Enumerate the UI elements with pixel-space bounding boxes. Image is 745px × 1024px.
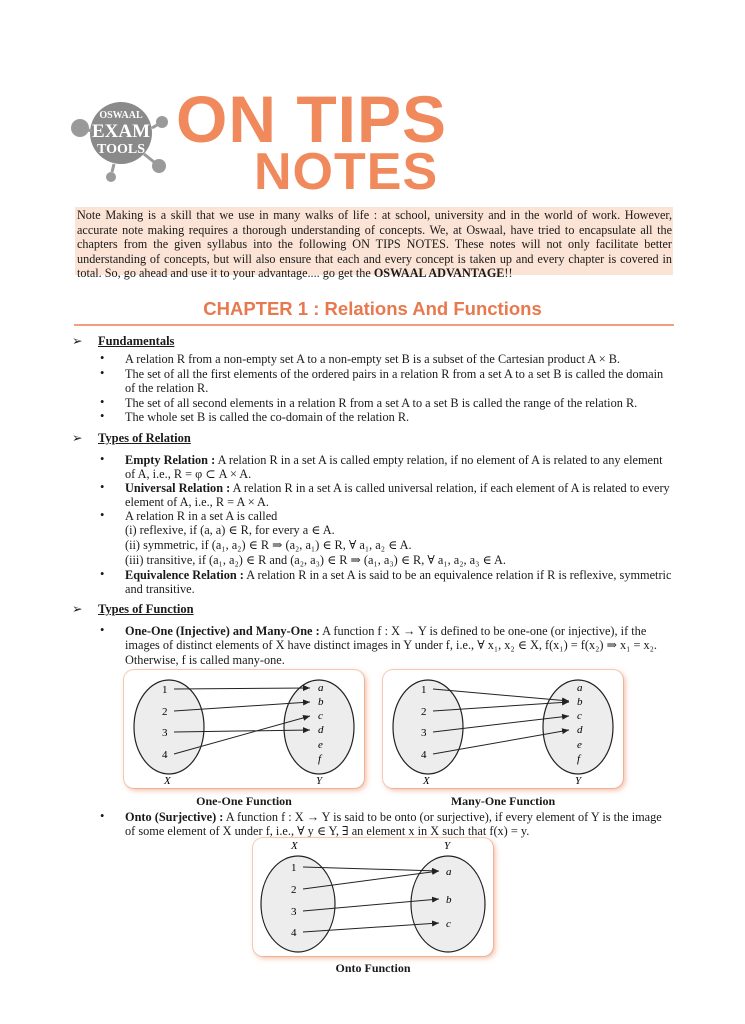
- codomain-element: e: [577, 739, 582, 751]
- codomain-element: a: [446, 866, 452, 878]
- intro-text: Note Making is a skill that we use in many walks of life : at school, university and in the world of work. However, accurate note making requires a thorough understanding of concepts. We, at Oswaal, have tried to encapsulate all the chapters from the given syllabus into the following ON TIPS NOTES. These notes will not only facilitate better understanding of concepts, but will also ensure that each and every concept is taken up and every chapter is covered in total. So, go ahead and use it to your advantage.... go get the: [77, 208, 672, 280]
- mapping-arrow: [174, 688, 310, 689]
- one-one-def: [125, 624, 675, 667]
- domain-element: 4: [291, 927, 297, 939]
- term-text: A function f : X → Y is defined to be one-one (or injective), if the images of distinct elements of X have distinct images in Y under f, i.e., ∀ x₁, x₂ ∈ X, f(x₁) = f(x₂) ⇒ x₁ = x₂. Otherwise, f is called many-one.: [125, 624, 657, 667]
- section-label: Fundamentals: [98, 334, 175, 348]
- section-label: Types of Relation: [98, 431, 191, 445]
- y-label: Y: [316, 775, 323, 787]
- domain-set: [134, 680, 204, 774]
- onto-def: [125, 810, 675, 839]
- term-label: One-One (Injective) and Many-One :: [125, 624, 320, 638]
- bullet-icon: •: [100, 452, 105, 466]
- fundamental-item: The set of all second elements in a relation R from a set A to a set B is called the range of the relation R.: [125, 396, 638, 410]
- codomain-element: c: [577, 710, 582, 722]
- codomain-element: c: [446, 918, 451, 930]
- empty-relation: [125, 453, 675, 482]
- bullet-icon: •: [100, 480, 105, 494]
- intro-highlight: OSWAAL ADVANTAGE: [373, 266, 505, 280]
- fundamental-item: A relation R from a non-empty set A to a non-empty set B is a subset of the Cartesian product A × B.: [125, 352, 620, 366]
- term-text: A relation R in a set A is called empty relation, if no element of A is related to any element of A, i.e., R = φ ⊂ A × A.: [125, 453, 663, 482]
- section-types-relation: [72, 430, 191, 446]
- bullet-icon: •: [100, 623, 105, 637]
- section-types-function: [72, 601, 194, 617]
- oswaal-logo: [66, 78, 176, 188]
- equivalence-relation: [125, 568, 675, 597]
- fundamental-item: The whole set B is called the co-domain of the relation R.: [125, 410, 410, 424]
- bullet-icon: •: [100, 567, 105, 581]
- domain-element: 2: [291, 884, 297, 896]
- y-label: Y: [444, 840, 451, 852]
- logo-word-3: TOOLS: [97, 142, 145, 157]
- codomain-element: b: [577, 696, 583, 708]
- arrow-bullet-icon: ➢: [72, 431, 83, 445]
- codomain-element: d: [577, 724, 583, 736]
- reflexive-def: (i) reflexive, if (a, a) ∈ R, for every a ∈ A.: [125, 523, 335, 537]
- codomain-element: e: [318, 739, 323, 751]
- one-one-diagram: [124, 670, 364, 788]
- codomain-element: f: [577, 753, 581, 765]
- domain-set: [261, 856, 335, 952]
- onto-svg: [253, 838, 493, 956]
- bullet-icon: •: [100, 395, 105, 409]
- term-label: Empty Relation :: [125, 453, 216, 467]
- onto-caption: Onto Function: [335, 961, 411, 975]
- bullet-icon: •: [100, 809, 105, 823]
- codomain-element: a: [577, 682, 583, 694]
- domain-element: 2: [162, 706, 168, 718]
- bullet-icon: •: [100, 366, 105, 380]
- codomain-element: b: [318, 696, 324, 708]
- intro-suffix: !!: [504, 266, 513, 280]
- x-label: X: [291, 840, 298, 852]
- title-line-1: ON TIPS: [176, 82, 448, 156]
- codomain-element: a: [318, 682, 324, 694]
- arrow-bullet-icon: ➢: [72, 334, 83, 348]
- domain-set: [393, 680, 463, 774]
- many-one-diagram: [383, 670, 623, 788]
- term-text: A function f : X → Y is said to be onto (or surjective), if every element of Y is the image of some element of X under f, i.e., ∀ y ∈ Y, ∃ an element x in X such that f(x) = y.: [125, 810, 662, 839]
- section-label: Types of Function: [98, 602, 194, 616]
- many-one-caption: Many-One Function: [450, 794, 556, 808]
- codomain-element: d: [318, 724, 324, 736]
- logo-word-1: OSWAAL: [99, 110, 143, 121]
- fundamental-item: The set of all the first elements of the ordered pairs in a relation R from a set A to a set B is called the domain of the relation R.: [125, 367, 664, 396]
- section-fundamentals: [72, 333, 174, 349]
- title-line-2: NOTES: [254, 143, 439, 201]
- relation-called: A relation R in a set A is called: [125, 509, 278, 523]
- domain-element: 4: [162, 749, 168, 761]
- chapter-divider: [74, 324, 674, 326]
- term-text: A relation R in a set A is called universal relation, if each element of A is related to every element of A, i.e., R = A × A.: [125, 481, 670, 510]
- onto-diagram: [253, 838, 493, 956]
- codomain-element: f: [318, 753, 322, 765]
- term-label: Equivalence Relation :: [125, 568, 244, 582]
- domain-element: 1: [162, 684, 168, 696]
- x-label: X: [423, 775, 430, 787]
- arrow-bullet-icon: ➢: [72, 602, 83, 616]
- symmetric-def: (ii) symmetric, if (a₁, a₂) ∈ R ⇒ (a₂, a₁) ∈ R, ∀ a₁, a₂ ∈ A.: [125, 538, 412, 552]
- codomain-element: c: [318, 710, 323, 722]
- chapter-title: CHAPTER 1 : Relations And Functions: [203, 298, 542, 319]
- many-one-svg: [383, 670, 623, 788]
- transitive-def: (iii) transitive, if (a₁, a₂) ∈ R and (a₂, a₃) ∈ R ⇒ (a₁, a₃) ∈ R, ∀ a₁, a₂, a₃ ∈ A.: [125, 553, 506, 567]
- domain-element: 2: [421, 706, 427, 718]
- term-label: Universal Relation :: [125, 481, 231, 495]
- bullet-icon: •: [100, 508, 105, 522]
- term-label: Onto (Surjective) :: [125, 810, 224, 824]
- y-label: Y: [575, 775, 582, 787]
- one-one-caption: One-One Function: [196, 794, 292, 808]
- domain-element: 3: [162, 727, 168, 739]
- universal-relation: [125, 481, 675, 510]
- domain-element: 1: [421, 684, 427, 696]
- domain-element: 1: [291, 862, 297, 874]
- logo-word-2: EXAM: [91, 121, 151, 142]
- term-text: A relation R in a set A is said to be an equivalence relation if R is reflexive, symmetric and transitive.: [125, 568, 672, 597]
- x-label: X: [164, 775, 171, 787]
- bullet-icon: •: [100, 409, 105, 423]
- one-one-svg: [124, 670, 364, 788]
- bullet-icon: •: [100, 351, 105, 365]
- domain-element: 3: [421, 727, 427, 739]
- codomain-element: b: [446, 894, 452, 906]
- intro-box: [75, 207, 673, 280]
- domain-element: 3: [291, 906, 297, 918]
- domain-element: 4: [421, 749, 427, 761]
